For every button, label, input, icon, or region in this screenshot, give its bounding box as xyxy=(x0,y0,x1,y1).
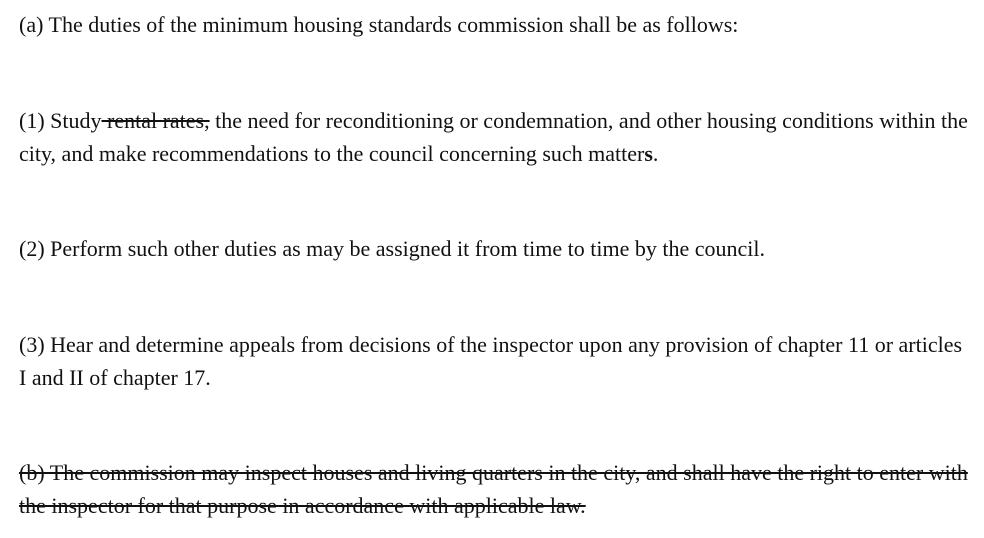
paragraph-2: (2) Perform such other duties as may be assigned it from time to time by the council. xyxy=(19,236,765,261)
paragraph-1-end: . xyxy=(652,141,659,166)
paragraph-a: (a) The duties of the minimum housing standards commission shall be as follows: xyxy=(19,12,739,37)
paragraph-1-start: (1) Study xyxy=(19,108,102,133)
paragraph-1 xyxy=(19,104,969,170)
paragraph-3: (3) Hear and determine appeals from decisions of the inspector upon any provision of chapter 11 or articles I and II of chapter 17. xyxy=(19,332,963,390)
paragraph-1-body: the need for reconditioning or condemnation, and other housing conditions within the city, and make recommendations to the council concerning such matter xyxy=(19,108,968,166)
deleted-text-rental-rates: rental rates, xyxy=(101,108,210,133)
paragraph-b-deleted: (b) The commission may inspect houses and living quarters in the city, and shall have the right to enter with the inspector for that purpose in accordance with applicable law. xyxy=(19,460,968,518)
paragraph-1-bold-char: s xyxy=(644,141,653,166)
